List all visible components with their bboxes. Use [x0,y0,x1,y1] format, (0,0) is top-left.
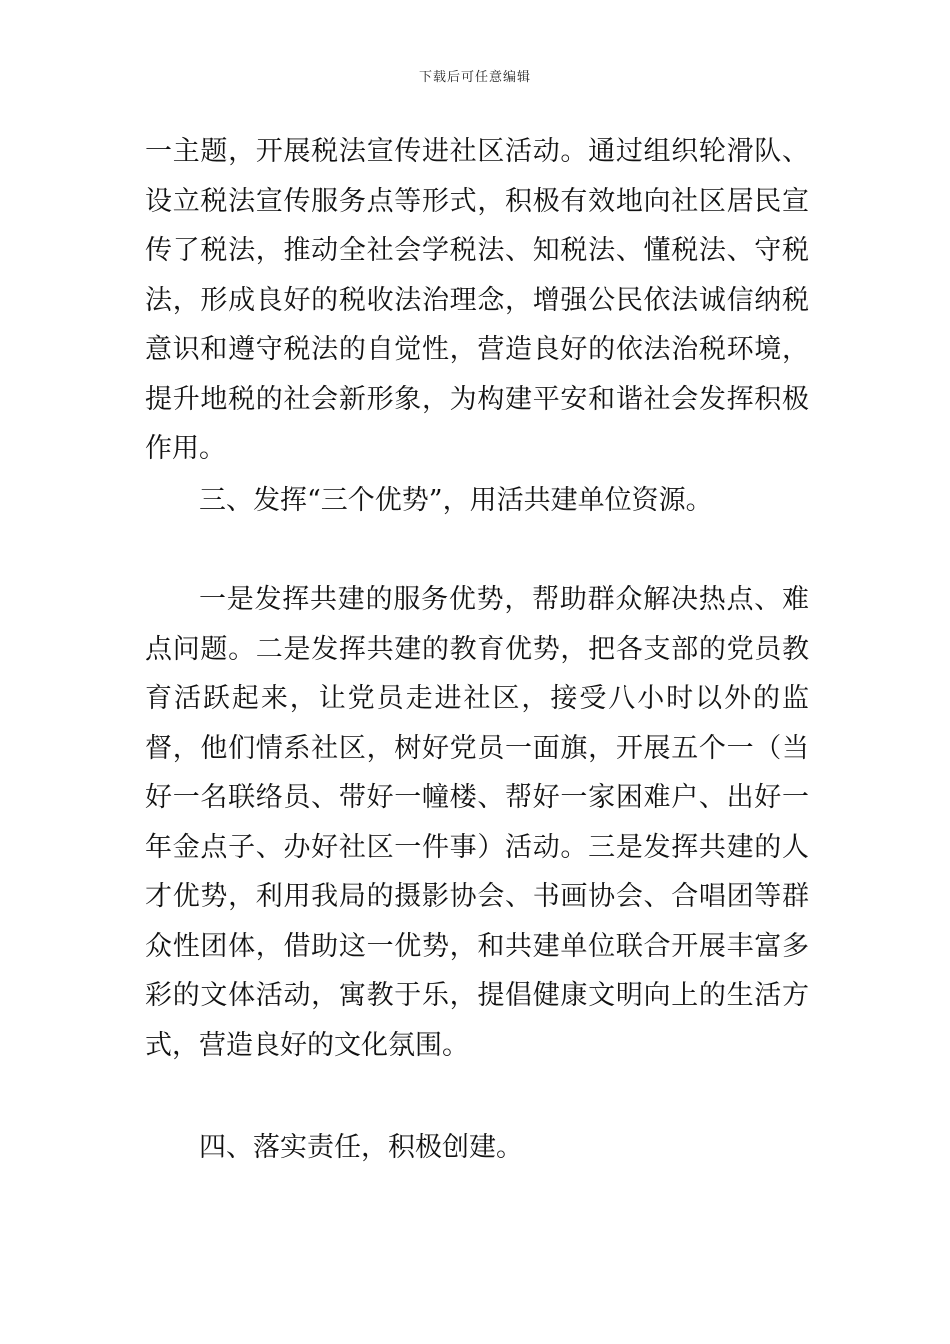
paragraph-joint-building-advantages: 一是发挥共建的服务优势，帮助群众解决热点、难点问题。二是发挥共建的教育优势，把各支部的党员教育活跃起来，让党员走进社区，接受八小时以外的监督，他们情系社区，树好党员一面旗，开展五个一（当好一名联络员、带好一幢楼、帮好一家困难户、出好一年金点子、办好社区一件事）活动。三是发挥共建的人才优势，利用我局的摄影协会、书画协会、合唱团等群众性团体，借助这一优势，和共建单位联合开展丰富多彩的文体活动，寓教于乐，提倡健康文明向上的生活方式，营造良好的文化氛围。 [145,584,809,1061]
paragraph-tax-law-promotion: 一主题，开展税法宣传进社区活动。通过组织轮滑队、设立税法宣传服务点等形式，积极有效地向社区居民宣传了税法，推动全社会学税法、知税法、懂税法、守税法，形成良好的税收法治理念，增强公民依法诚信纳税意识和遵守税法的自觉性，营造良好的依法治税环境，提升地税的社会新形象，为构建平安和谐社会发挥积极作用。 [145,136,809,464]
section-heading-implement-responsibility: 四、落实责任，积极创建。 [199,1132,523,1163]
section-heading-three-advantages: 三、发挥“三个优势”，用活共建单位资源。 [199,485,713,516]
header-note: 下载后可任意编辑 [418,70,531,85]
